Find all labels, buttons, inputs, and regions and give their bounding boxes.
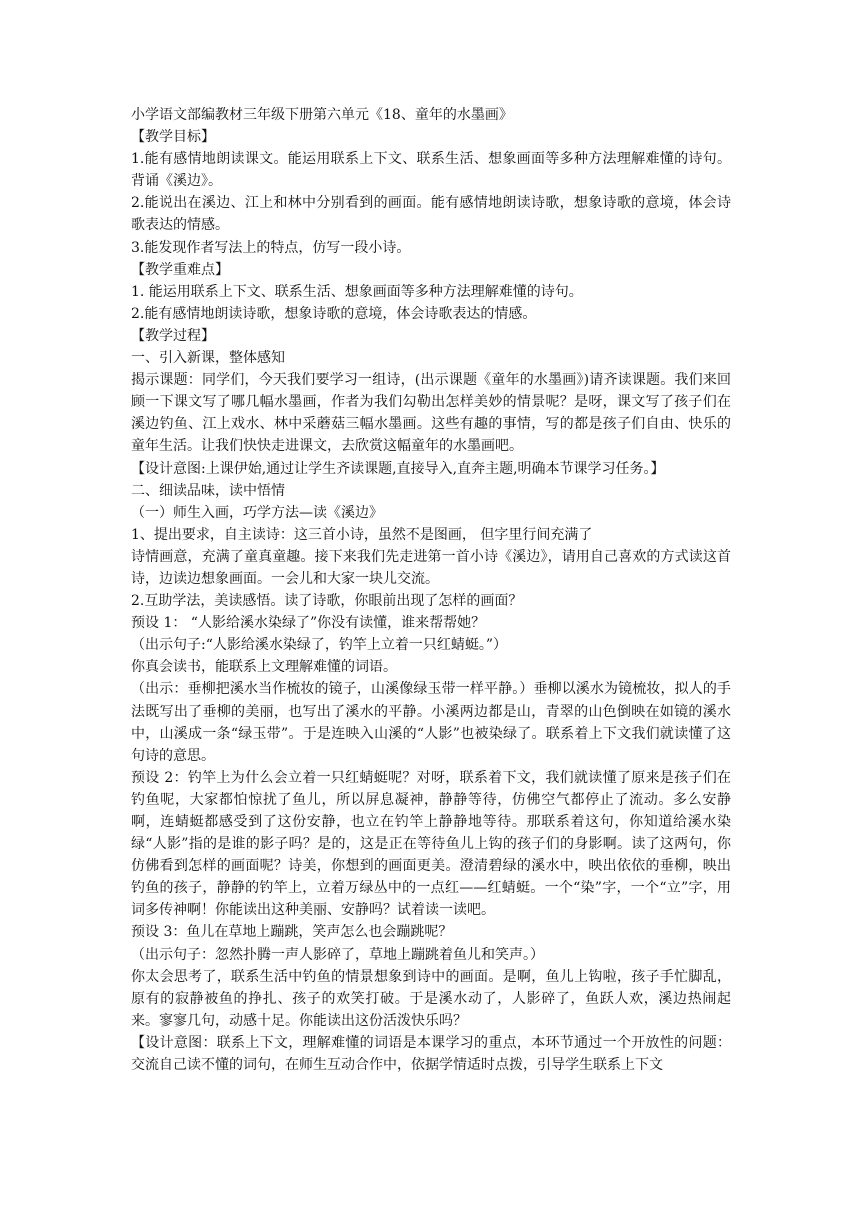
body-paragraph: 2.互助学法，美读感悟。读了诗歌，你眼前出现了怎样的画面？ xyxy=(131,593,523,610)
body-paragraph: 诗情画意，充满了童真童趣。接下来我们先走进第一首小诗《溪边》，请用自己喜欢的方式读这首诗，边读边想象画面。一会儿和大家一块儿交流。 xyxy=(131,548,731,587)
design-intent-note: 【设计意图：联系上下文，理解难懂的词语是本课学习的重点，本环节通过一个开放性的问题：交流自己读不懂的词句，在师生互动合作中，依据学情适时点拨，引导学生联系上下文 xyxy=(131,1034,731,1074)
key-point-item-2: 2.能有感情地朗读诗歌，想象诗歌的意境，体会诗歌表达的情感。 xyxy=(131,305,537,322)
section-heading-process: 【教学过程】 xyxy=(131,327,215,344)
body-paragraph: 你真会读书，能联系上文理解难懂的词语。 xyxy=(131,659,397,676)
body-paragraph: 揭示课题：同学们，今天我们要学习一组诗，(出示课题《童年的水墨画》)请齐读课题。我们来回顾一下课文写了哪几幅水墨画，作者为我们勾勒出怎样美妙的情景呢？是呀，课文写了孩子们在溪边钓鱼、江上戏水、林中采蘑菇三幅水墨画。这些有趣的事情，写的都是孩子们自由、快乐的童年生活。让我们快快走进课文，去欣赏这幅童年的水墨画吧。 xyxy=(131,372,731,455)
preset-item-3: 预设 3：鱼儿在草地上蹦跳，笑声怎么也会蹦跳呢？ xyxy=(131,924,453,941)
step-heading-2: 二、细读品味，读中悟情 xyxy=(131,482,285,499)
section-heading-objectives: 【教学目标】 xyxy=(131,129,215,146)
preset-item-1: 预设 1： “人影给溪水染绿了”你没有读懂，谁来帮帮她？ xyxy=(131,615,486,632)
objective-item-3: 3.能发现作者写法上的特点，仿写一段小诗。 xyxy=(131,239,411,256)
body-paragraph: 1、提出要求，自主读诗：这三首小诗，虽然不是图画， 但字里行间充满了 xyxy=(131,526,593,543)
quoted-sentence: （出示句子:“人影给溪水染绿了，钓竿上立着一只红蜻蜓。”） xyxy=(131,637,508,654)
sub-step-heading: （一）师生入画，巧学方法—读《溪边》 xyxy=(131,504,383,521)
document-title: 小学语文部编教材三年级下册第六单元《18、童年的水墨画》 xyxy=(131,107,513,123)
objective-item-1: 1.能有感情地朗读课文。能运用联系上下文、联系生活、想象画面等多种方法理解难懂的诗句。背诵《溪边》。 xyxy=(131,151,731,190)
key-point-item-1: 1. 能运用联系上下文、联系生活、想象画面等多种方法理解难懂的诗句。 xyxy=(131,283,583,300)
step-heading-1: 一、引入新课，整体感知 xyxy=(131,350,285,367)
objective-item-2: 2.能说出在溪边、江上和林中分别看到的画面。能有感情地朗读诗歌，想象诗歌的意境，体会诗歌表达的情感。 xyxy=(131,195,731,234)
body-paragraph: （出示：垂柳把溪水当作梳妆的镜子，山溪像绿玉带一样平静。）垂柳以溪水为镜梳妆，拟人的手法既写出了垂柳的美丽，也写出了溪水的平静。小溪两边都是山，青翠的山色倒映在如镜的溪水中，山溪成一条“绿玉带”。于是连映入山溪的“人影”也被染绿了。联系着上下文我们就读懂了这句诗的意思。 xyxy=(131,681,731,764)
body-paragraph: 你太会思考了，联系生活中钓鱼的情景想象到诗中的画面。是啊，鱼儿上钩啦，孩子手忙脚乱，原有的寂静被鱼的挣扎、孩子的欢笑打破。于是溪水动了，人影碎了，鱼跃人欢，溪边热闹起来。寥寥几句，动感十足。你能读出这份活泼快乐吗？ xyxy=(131,968,731,1029)
quoted-sentence: （出示句子：忽然扑腾一声人影碎了，草地上蹦跳着鱼儿和笑声。） xyxy=(131,946,544,963)
section-heading-key-points: 【教学重难点】 xyxy=(131,261,229,278)
document-body xyxy=(131,104,731,1076)
design-intent-note: 【设计意图:上课伊始,通过让学生齐读课题,直接导入,直奔主题,明确本节课学习任务。】 xyxy=(131,460,665,477)
preset-item-2: 预设 2：钓竿上为什么会立着一只红蜻蜓呢？对呀，联系着下文，我们就读懂了原来是孩子们在钓鱼呢，大家都怕惊扰了鱼儿，所以屏息凝神，静静等待，仿佛空气都停止了流动。多么安静啊，连蜻蜓都感受到了这份安静，也立在钓竿上静静地等待。那联系着这句，你知道给溪水染绿“人影”指的是谁的影子吗？是的，这是正在等待鱼儿上钩的孩子们的身影啊。读了这两句，你仿佛看到怎样的画面呢？诗美，你想到的画面更美。澄清碧绿的溪水中，映出依依的垂柳，映出钓鱼的孩子，静静的钓竿上，立着万绿丛中的一点红——红蜻蜓。一个“染”字，一个“立”字，用词多传神啊！你能读出这种美丽、安静吗？试着读一读吧。 xyxy=(131,769,731,919)
